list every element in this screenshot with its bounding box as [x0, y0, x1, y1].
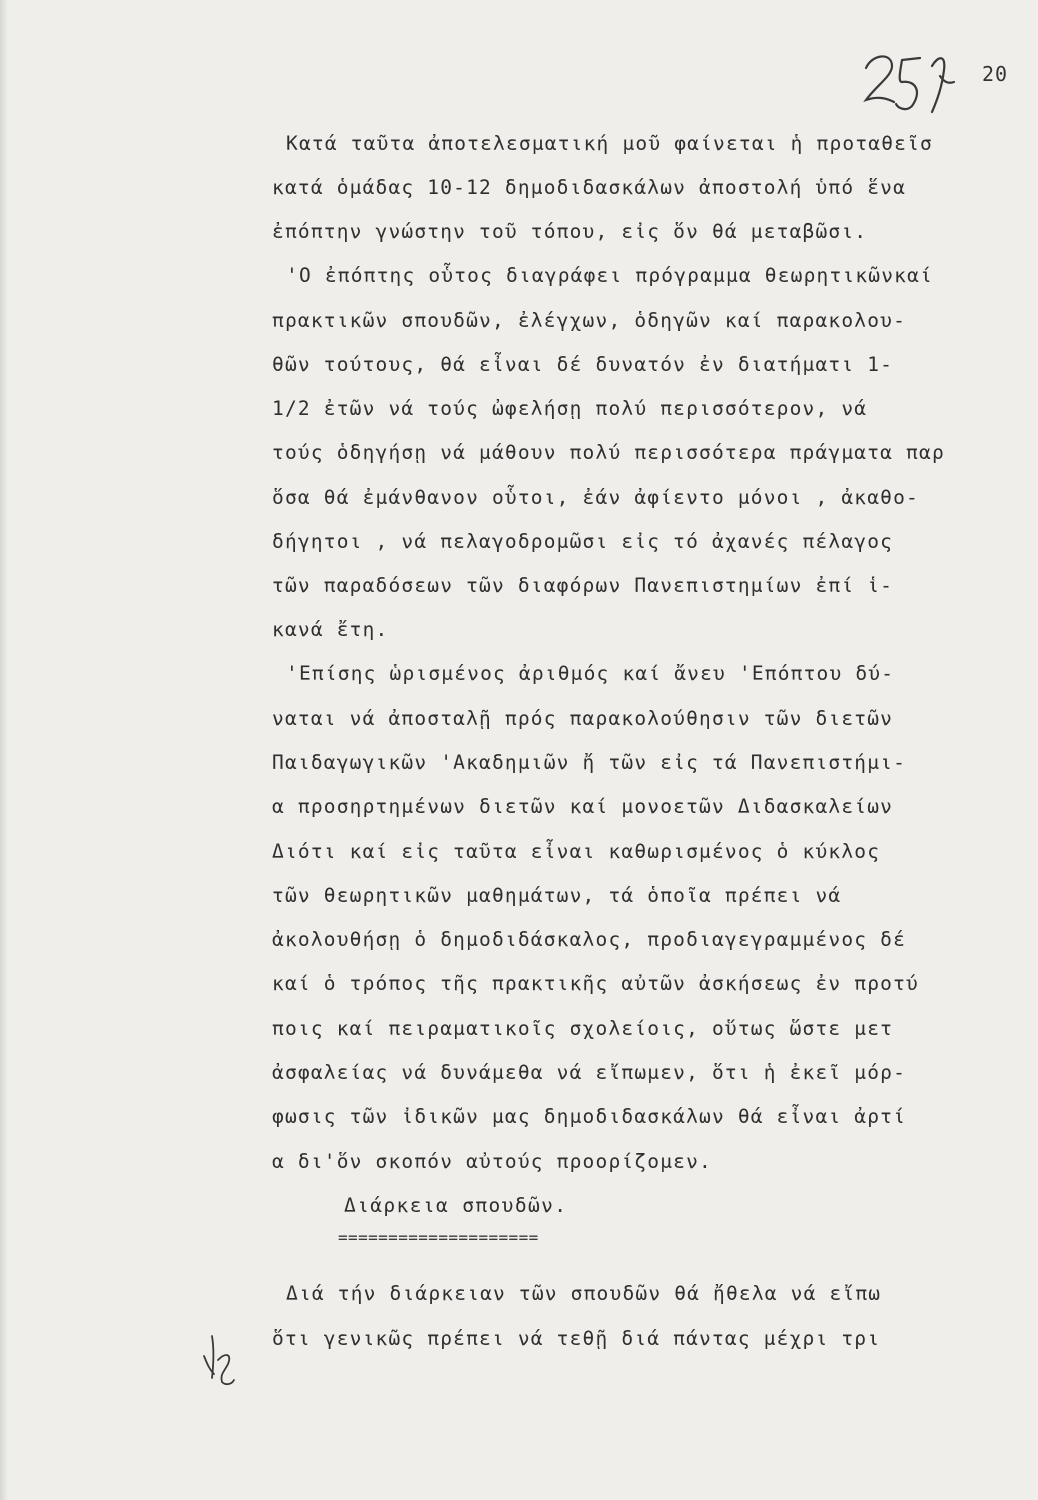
- text-line: ὅσα θά ἐμάνθανον οὗτοι, ἐάν ἀφίεντο μόνοι , ἀκαθο-: [272, 486, 919, 509]
- text-line: α δι'ὅν σκοπόν αὐτούς προορίζομεν.: [272, 1150, 712, 1173]
- text-line: δήγητοι , νά πελαγοδρομῶσι εἰς τό ἀχανές πέλαγος: [272, 530, 894, 553]
- text-line: Διότι καί εἰς ταῦτα εἶναι καθωρισμένος ὁ κύκλος: [272, 840, 881, 863]
- text-line: θῶν τούτους, θά εἶναι δέ δυνατόν ἐν διατήματι 1-: [272, 353, 894, 376]
- page-number: 20: [982, 62, 1009, 86]
- text-line: Παιδαγωγικῶν 'Ακαδημιῶν ἤ τῶν εἰς τά Πανεπιστήμι-: [272, 751, 907, 774]
- text-line: καί ὁ τρόπος τῆς πρακτικῆς αὐτῶν ἀσκήσεως ἐν προτύ: [272, 972, 919, 995]
- section-heading-underline: ====================: [338, 1228, 539, 1247]
- text-line: ἐπόπτην γνώστην τοῦ τόπου, εἰς ὅν θά μεταβῶσι.: [272, 220, 868, 243]
- text-line: τῶν παραδόσεων τῶν διαφόρων Πανεπιστημίων ἐπί ἱ-: [272, 574, 894, 597]
- text-line: ἀκολουθήσῃ ὁ δημοδιδάσκαλος, προδιαγεγραμμένος δέ: [272, 928, 907, 951]
- text-line: 'Επίσης ὡρισμένος ἀριθμός καί ἄνευ 'Επόπτου δύ-: [286, 662, 895, 685]
- text-line: τῶν θεωρητικῶν μαθημάτων, τά ὁποῖα πρέπει νά: [272, 884, 842, 907]
- text-line: ποις καί πειραματικοῖς σχολείοις, οὕτως ὥστε μετ: [272, 1017, 894, 1040]
- text-line: κανά ἔτη.: [272, 618, 389, 641]
- text-line: ἀσφαλείας νά δυνάμεθα νά εἴπωμεν, ὅτι ἡ ἐκεῖ μόρ-: [272, 1061, 907, 1084]
- text-line: πρακτικῶν σπουδῶν, ἐλέγχων, ὁδηγῶν καί παρακολου-: [272, 309, 907, 332]
- text-line: α προσηρτημένων διετῶν καί μονοετῶν Διδασκαλείων: [272, 795, 894, 818]
- text-line: ὅτι γενικῶς πρέπει νά τεθῇ διά πάντας μέχρι τρι: [272, 1327, 881, 1350]
- text-line: κατά ὁμάδας 10-12 δημοδιδασκάλων ἀποστολή ὑπό ἕνα: [272, 176, 907, 199]
- text-line: 'Ο ἐπόπτης οὗτος διαγράφει πρόγραμμα θεωρητικῶνκαί: [286, 264, 933, 287]
- section-heading: Διάρκεια σπουδῶν.: [344, 1194, 568, 1217]
- text-line: τούς ὁδηγήσῃ νά μάθουν πολύ περισσότερα πράγματα παρ: [272, 441, 945, 464]
- text-line: ναται νά ἀποσταλῇ πρός παρακολούθησιν τῶν διετῶν: [272, 707, 894, 730]
- text-line: Διά τήν διάρκειαν τῶν σπουδῶν θά ἤθελα νά εἴπω: [286, 1282, 882, 1305]
- text-line: Κατά ταῦτα ἀποτελεσματική μοῦ φαίνεται ἡ προταθεῖσ: [286, 132, 933, 155]
- text-line: φωσις τῶν ἰδικῶν μας δημοδιδασκάλων θά εἶναι ἀρτί: [272, 1105, 907, 1128]
- text-line: 1/2 ἐτῶν νά τούς ὠφελήσῃ πολύ περισσότερον, νά: [272, 397, 868, 420]
